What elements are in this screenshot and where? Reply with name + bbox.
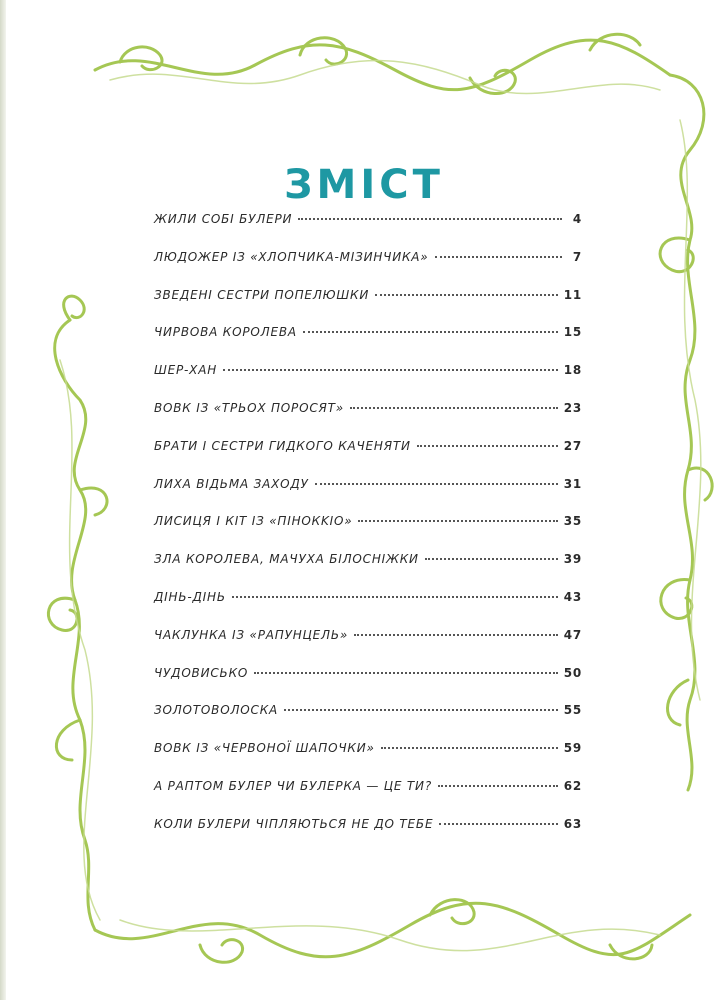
toc-entry-page-number: 31 xyxy=(563,476,582,491)
toc-entry-page-number: 62 xyxy=(563,778,582,793)
toc-entry-page-number: 4 xyxy=(572,212,582,226)
toc-entry[interactable] xyxy=(154,288,582,326)
page-title: ЗМІСТ xyxy=(284,161,444,208)
toc-entry-title: ДІНЬ-ДІНЬ xyxy=(154,589,226,604)
toc-leader-dots xyxy=(223,369,558,371)
toc-entry-title: ЧАКЛУНКА ІЗ «РАПУНЦЕЛЬ» xyxy=(154,627,349,642)
toc-entry-page-number: 27 xyxy=(563,438,582,453)
toc-leader-dots xyxy=(358,520,557,522)
toc-entry-title: ЗОЛОТОВОЛОСКА xyxy=(154,703,279,718)
toc-entry-page-number: 7 xyxy=(572,249,582,264)
toc-entry-page-number: 55 xyxy=(563,703,582,718)
toc-entry-page-number: 39 xyxy=(563,552,582,567)
toc-entry-title: ВОВК ІЗ «ТРЬОХ ПОРОСЯТ» xyxy=(154,400,344,415)
toc-entry-page-number: 43 xyxy=(563,589,582,604)
table-of-contents xyxy=(154,212,582,855)
toc-entry-title: ЛИХА ВІДЬМА ЗАХОДУ xyxy=(154,476,309,491)
toc-entry-page-number: 50 xyxy=(563,665,582,680)
toc-leader-dots xyxy=(315,483,558,485)
toc-leader-dots xyxy=(232,596,558,598)
toc-entry-title: ЗВЕДЕНІ СЕСТРИ ПОПЕЛЮШКИ xyxy=(154,287,370,302)
toc-entry[interactable] xyxy=(154,250,582,288)
toc-entry[interactable] xyxy=(154,703,582,741)
toc-entry-title: ВОВК ІЗ «ЧЕРВОНОЇ ШАПОЧКИ» xyxy=(154,741,375,756)
toc-leader-dots xyxy=(438,785,558,787)
toc-entry-page-number: 11 xyxy=(563,287,582,302)
toc-leader-dots xyxy=(381,747,558,749)
toc-leader-dots xyxy=(439,823,557,825)
toc-entry-title: ЧУДОВИСЬКО xyxy=(154,665,249,680)
toc-entry-page-number: 35 xyxy=(563,514,582,529)
toc-entry-title: ЛИСИЦЯ І КІТ ІЗ «ПІНОКKІО» xyxy=(154,514,353,529)
toc-leader-dots xyxy=(425,558,558,560)
toc-entry-title: ЗЛА КОРОЛЕВА, МАЧУХА БІЛОСНІЖКИ xyxy=(154,552,419,567)
toc-entry[interactable] xyxy=(154,628,582,666)
book-spine-edge xyxy=(0,0,6,1000)
toc-leader-dots xyxy=(284,709,558,711)
toc-entry-page-number: 23 xyxy=(563,400,582,415)
toc-entry-page-number: 59 xyxy=(563,741,582,756)
toc-entry-title: ЧИРВОВА КОРОЛЕВА xyxy=(154,325,297,340)
toc-leader-dots xyxy=(354,634,558,636)
toc-entry[interactable] xyxy=(154,779,582,817)
toc-entry[interactable] xyxy=(154,439,582,477)
toc-entry[interactable] xyxy=(154,817,582,855)
toc-entry-page-number: 47 xyxy=(563,627,582,642)
toc-entry[interactable] xyxy=(154,401,582,439)
toc-entry-page-number: 15 xyxy=(563,325,582,340)
toc-entry[interactable] xyxy=(154,741,582,779)
toc-leader-dots xyxy=(417,445,558,447)
toc-entry-page-number: 18 xyxy=(563,363,582,378)
toc-entry[interactable] xyxy=(154,212,582,250)
toc-leader-dots xyxy=(254,672,558,674)
toc-entry[interactable] xyxy=(154,325,582,363)
toc-leader-dots xyxy=(435,256,562,258)
toc-entry-title: КОЛИ БУЛЕРИ ЧІПЛЯЮТЬСЯ НЕ ДО ТЕБЕ xyxy=(154,816,434,831)
toc-entry-title: ЛЮДОЖЕР ІЗ «ХЛОПЧИКА-МІЗИНЧИКА» xyxy=(154,249,429,264)
toc-entry[interactable] xyxy=(154,590,582,628)
toc-leader-dots xyxy=(303,331,558,333)
toc-entry[interactable] xyxy=(154,514,582,552)
toc-entry[interactable] xyxy=(154,552,582,590)
toc-leader-dots xyxy=(375,294,558,296)
toc-entry-title: БРАТИ І СЕСТРИ ГИДКОГО КАЧЕНЯТИ xyxy=(154,438,411,453)
toc-leader-dots xyxy=(298,218,562,220)
toc-entry-title: ЖИЛИ СОБІ БУЛЕРИ xyxy=(154,212,293,226)
toc-entry[interactable] xyxy=(154,363,582,401)
toc-entry-title: А РАПТОМ БУЛЕР ЧИ БУЛЕРКА — ЦЕ ТИ? xyxy=(154,778,432,793)
toc-entry[interactable] xyxy=(154,477,582,515)
toc-entry-page-number: 63 xyxy=(563,816,582,831)
toc-leader-dots xyxy=(350,407,558,409)
toc-entry-title: ШЕР-ХАН xyxy=(154,363,218,378)
toc-entry[interactable] xyxy=(154,666,582,704)
